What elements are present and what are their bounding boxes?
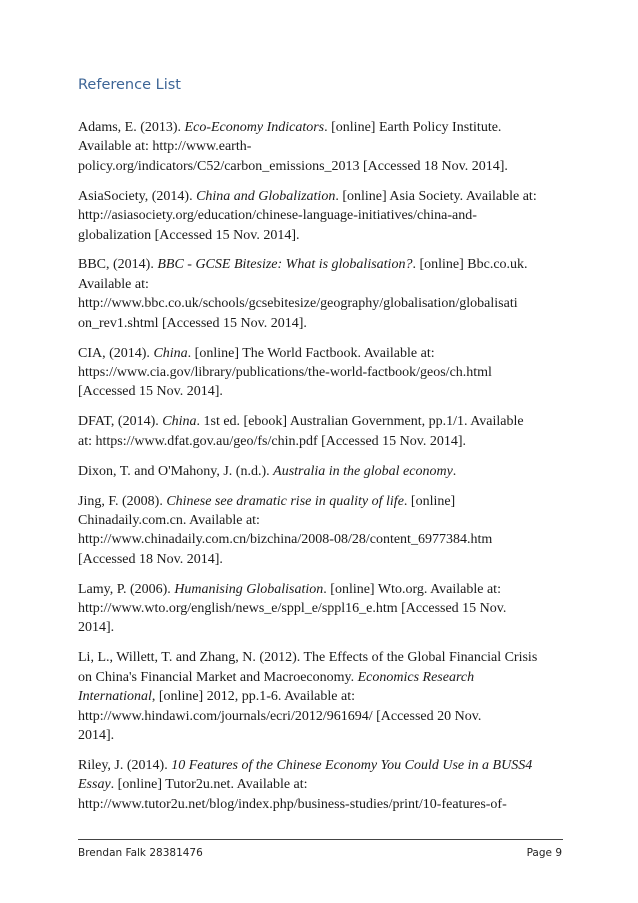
reference-title: China and Globalization [196,188,336,204]
reference-entry [78,255,563,333]
reference-text: . [online] Tutor2u.net. Available at: [110,777,308,793]
reference-title: Chinese see dramatic rise in quality of life [166,493,404,509]
reference-text: Dixon, T. and O'Mahony, J. (n.d.). [78,463,274,479]
reference-text: [Accessed 18 Nov. 2014]. [78,551,223,567]
reference-text: DFAT, (2014). [78,414,163,430]
reference-text: Riley, J. (2014). [78,757,172,773]
reference-text: . [online] Asia Society. Available at: [335,188,537,204]
reference-line [78,118,563,137]
reference-title: China [153,345,188,361]
reference-title: Economics Research [357,669,475,685]
reference-entry [78,648,563,745]
reference-text: . [online] Earth Policy Institute. [324,120,502,135]
reference-title: 10 Features of the Chinese Economy You Could Use in a BUSS4 [171,757,533,773]
reference-line [78,648,563,667]
reference-text: Jing, F. (2008). [78,493,167,509]
reference-text: . [online] The World Factbook. Available at: [187,345,435,361]
reference-text: Available at: http://www.earth- [78,139,252,155]
reference-entry [78,344,563,402]
reference-line [78,726,563,745]
footer-divider [78,839,563,840]
reference-text: AsiaSociety, (2014). [78,188,197,204]
reference-title: Australia in the global economy [273,463,453,479]
reference-text: http://www.hindawi.com/journals/ecri/2012/961694/ [Accessed 20 Nov. [78,708,482,724]
reference-line [78,344,563,363]
reference-title: BBC - GCSE Bitesize: What is globalisation? [157,257,413,273]
reference-text: 2014]. [78,620,115,636]
reference-line [78,275,563,294]
reference-line [78,314,563,333]
footer-author: Brendan Falk 28381476 [78,847,203,859]
reference-text: http://asiasociety.org/education/chinese-language-initiatives/china-and- [78,208,477,224]
reference-entry [78,756,563,814]
reference-text: Chinadaily.com.cn. Available at: [78,512,260,528]
reference-text: . [452,463,457,479]
reference-title: Essay [78,777,111,793]
reference-text: Adams, E. (2013). [78,120,185,135]
reference-text: https://www.cia.gov/library/publications/the-world-factbook/geos/ch.html [78,364,492,380]
reference-text: Lamy, P. (2006). [78,581,175,597]
reference-line [78,580,563,599]
reference-text: http://www.bbc.co.uk/schools/gcsebitesize/geography/globalisation/globalisati [78,296,518,312]
reference-text: policy.org/indicators/C52/carbon_emissions_2013 [Accessed 18 Nov. 2014]. [78,158,508,174]
reference-line [78,668,563,687]
reference-line [78,492,563,511]
reference-line [78,530,563,549]
reference-line [78,550,563,569]
reference-line [78,707,563,726]
reference-text: on_rev1.shtml [Accessed 15 Nov. 2014]. [78,315,307,331]
reference-line [78,382,563,401]
reference-text: [Accessed 15 Nov. 2014]. [78,384,223,400]
reference-list [78,118,563,825]
reference-text: http://www.wto.org/english/news_e/sppl_e/sppl16_e.htm [Accessed 15 Nov. [78,601,507,617]
reference-line [78,756,563,775]
reference-line [78,206,563,225]
reference-text: http://www.chinadaily.com.cn/bizchina/2008-08/28/content_6977384.htm [78,532,493,548]
footer-page-number: Page 9 [526,847,562,859]
reference-line [78,363,563,382]
reference-text: . 1st ed. [ebook] Australian Government, pp.1/1. Available [196,414,524,430]
reference-line [78,462,563,481]
reference-entry [78,580,563,638]
reference-title: Eco-Economy Indicators [184,120,325,135]
reference-line [78,795,563,814]
reference-text: . [online] [403,493,456,509]
reference-text: . [online] Wto.org. Available at: [323,581,501,597]
reference-text: globalization [Accessed 15 Nov. 2014]. [78,227,300,243]
reference-line [78,187,563,206]
reference-entry [78,492,563,570]
reference-entry [78,187,563,245]
reference-line [78,157,563,176]
page-heading: Reference List [78,77,181,93]
reference-line [78,412,563,431]
reference-title: China [162,414,197,430]
reference-text: CIA, (2014). [78,345,154,361]
reference-text: Available at: [78,276,149,292]
reference-line [78,226,563,245]
reference-text: Li, L., Willett, T. and Zhang, N. (2012). The Effects of the Global Financial Crisis [78,650,538,666]
reference-text: on China's Financial Market and Macroeconomy. [78,669,358,685]
reference-entry [78,462,563,481]
reference-line [78,137,563,156]
reference-text: 2014]. [78,727,115,743]
reference-line [78,599,563,618]
reference-text: , [online] 2012, pp.1-6. Available at: [151,689,355,705]
reference-line [78,687,563,706]
reference-text: at: https://www.dfat.gov.au/geo/fs/chin.pdf [Accessed 15 Nov. 2014]. [78,433,467,449]
reference-title: Humanising Globalisation [174,581,324,597]
reference-title: International [78,689,152,705]
reference-line [78,294,563,313]
reference-line [78,511,563,530]
reference-text: http://www.tutor2u.net/blog/index.php/business-studies/print/10-features-of- [78,796,507,812]
reference-entry [78,412,563,451]
reference-line [78,618,563,637]
reference-line [78,255,563,274]
reference-line [78,775,563,794]
reference-entry [78,118,563,176]
reference-text: . [online] Bbc.co.uk. [412,257,528,273]
reference-text: BBC, (2014). [78,257,158,273]
reference-line [78,432,563,451]
